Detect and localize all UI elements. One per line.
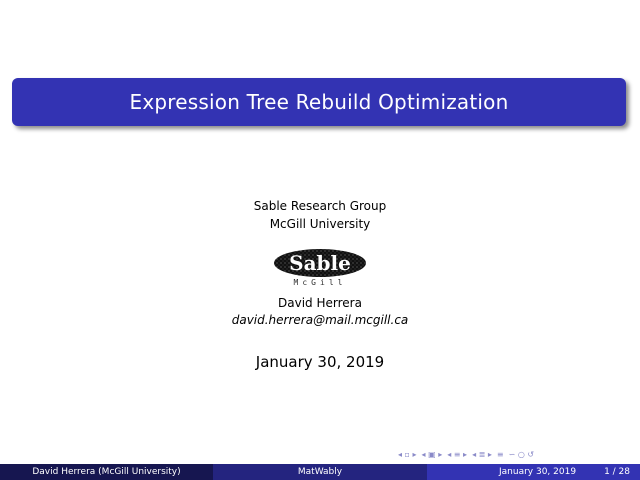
presentation-date: January 30, 2019	[255, 353, 385, 371]
footer-date-page	[427, 464, 640, 480]
organization-line-1: Sable Research Group	[253, 199, 387, 213]
nav-first-icon[interactable]: ◂ ▫ ▸	[398, 449, 417, 459]
nav-align-icon[interactable]: ≡	[496, 449, 504, 459]
nav-section-icon[interactable]: ◂ ≡ ▸	[447, 449, 468, 459]
logo-main-text: Sable	[289, 251, 351, 275]
nav-frame-icon[interactable]: ◂ ▣ ▸	[421, 449, 443, 459]
footer-date-text: January 30, 2019	[499, 467, 577, 477]
footer-title	[213, 464, 427, 480]
title-box	[12, 78, 626, 126]
footer-page-number: 1 / 28	[604, 467, 630, 477]
nav-subsection-icon[interactable]: ◂ ≣ ▸	[472, 449, 492, 459]
footer-author	[0, 464, 213, 480]
nav-search-icon[interactable]: ∽ ○ ↺	[508, 449, 535, 459]
slide-title: Expression Tree Rebuild Optimization	[129, 90, 509, 114]
footer-bar	[0, 464, 640, 480]
logo-sub-text: McGill	[293, 278, 347, 287]
organization-line-2: McGill University	[269, 217, 371, 231]
footer-author-text: David Herrera (McGill University)	[32, 467, 181, 477]
footer-title-text: MatWably	[297, 467, 343, 477]
author-name: David Herrera	[278, 296, 362, 310]
beamer-navigation	[398, 447, 534, 461]
sable-mcgill-logo	[272, 246, 368, 288]
author-email: david.herrera@mail.mcgill.ca	[231, 313, 409, 327]
